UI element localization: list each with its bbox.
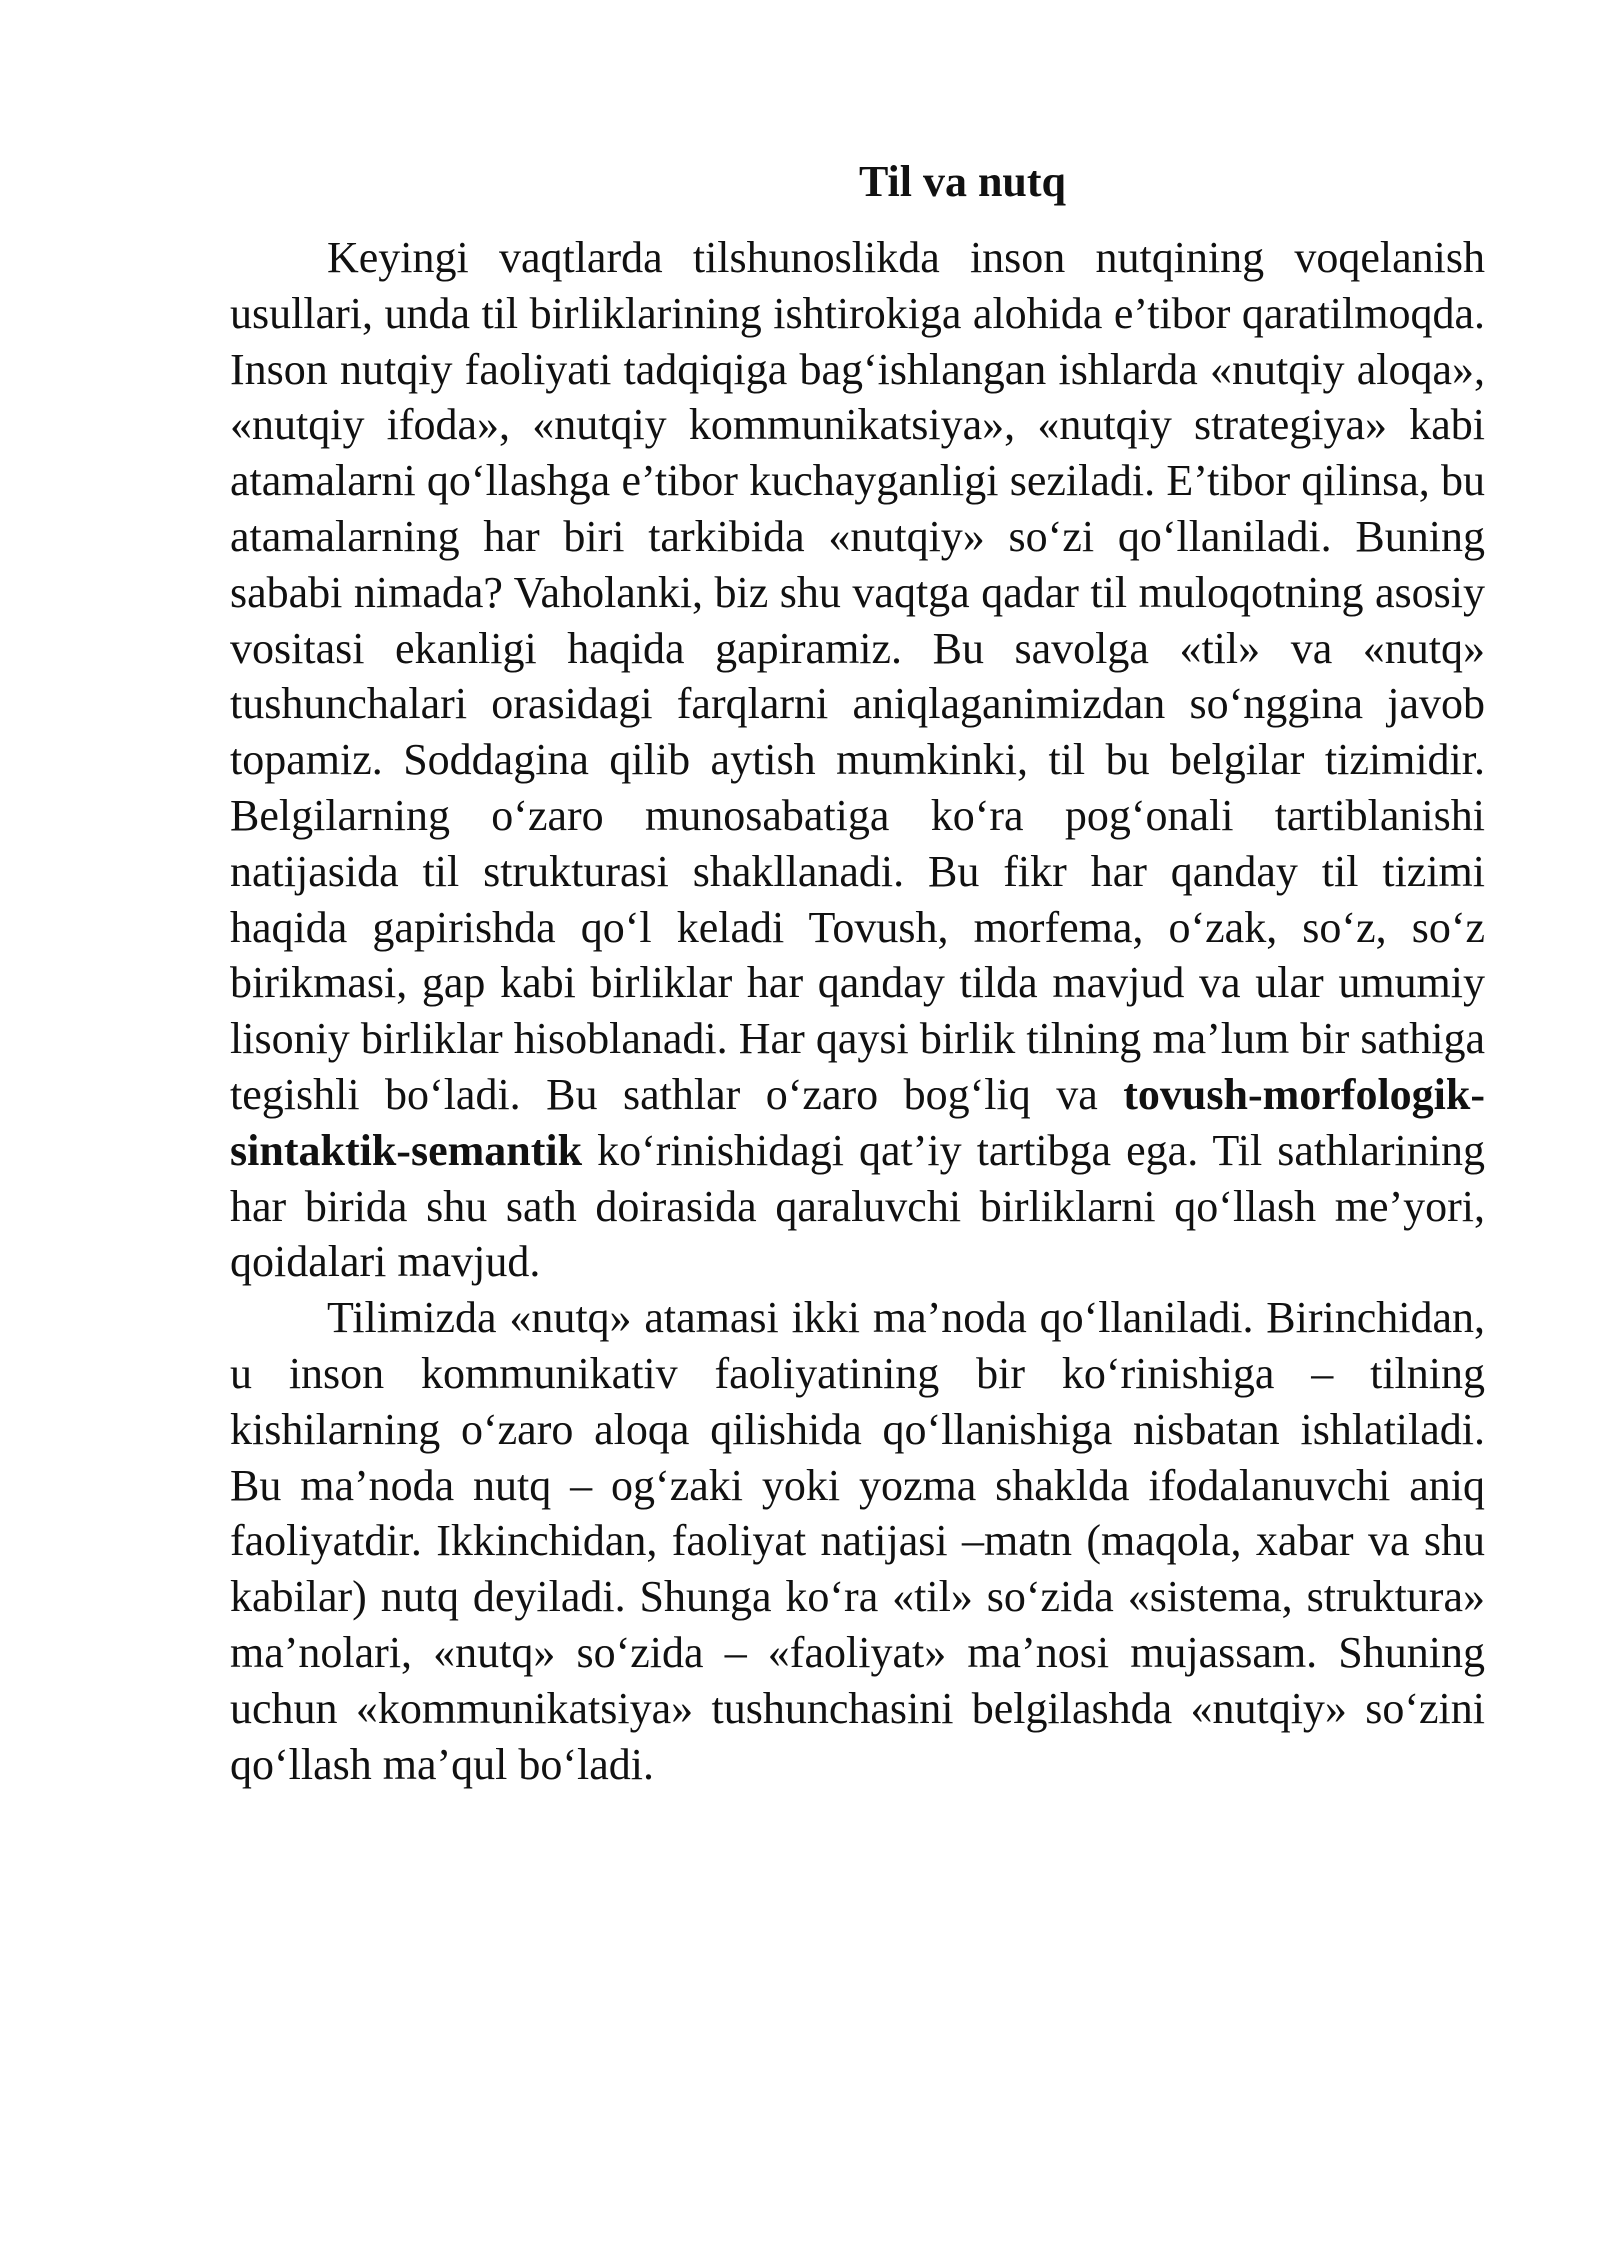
document-page [230, 150, 1485, 1792]
paragraph-1-text-end: ko‘rinishidagi qat’iy tartibga ega. Til sathlarining har birida shu sath doirasida qaraluvchi birliklarni qo‘llash me’yori, qoidalari mavjud. [230, 1125, 1485, 1287]
paragraph-1-bold-term: tovush-morfologik-sintaktik-semantik [230, 1069, 1486, 1175]
paragraph-1-text-start: Keyingi vaqtlarda tilshunoslikda inson nutqining voqelanish usullari, unda til birliklarining ishtirokiga alohida e’tibor qaratilmoqda. Inson nutqiy faoliyati tadqiqiga bag‘ishlangan ishlarda «nutqiy aloqa», «nutqiy ifoda», «nutqiy kommunikatsiya», «nutqiy strategiya» kabi atamalarni qo‘llashga e’tibor kuchayganligi seziladi. E’tibor qilinsa, bu atamalarning har biri tarkibida «nutqiy» so‘zi qo‘llaniladi. Buning sababi nimada? Vaholanki, biz shu vaqtga qadar til muloqotning asosiy vositasi ekanligi haqida gapiramiz. Bu savolga «til» va «nutq» tushunchalari orasidagi farqlarni aniqlaganimizdan so‘nggina javob topamiz. Soddagina qilib aytish mumkinki, til bu belgilar tizimidir. Belgilarning o‘zaro munosabatiga ko‘ra pog‘onali tartiblanishi natijasida til strukturasi shakllanadi. Bu fikr har qanday til tizimi haqida gapirishda qo‘l keladi Tovush, morfema, o‘zak, so‘z, so‘z birikmasi, gap kabi birliklar har qanday tilda mavjud va ular umumiy lisoniy birliklar hisoblanadi. Har qaysi birlik tilning ma’lum bir sathiga tegishli bo‘ladi. Bu sathlar o‘zaro bog‘liq va [230, 233, 1485, 1119]
paragraph-1 [230, 230, 1485, 1290]
paragraph-2: Tilimizda «nutq» atamasi ikki ma’noda qo‘llaniladi. Birinchidan, u inson kommunikativ faoliyatining bir ko‘rinishiga – tilning kishilarning o‘zaro aloqa qilishida qo‘llanishiga nisbatan ishlatiladi. Bu ma’noda nutq – og‘zaki yoki yozma shaklda ifodalanuvchi aniq faoliyatdir. Ikkinchidan, faoliyat natijasi –matn (maqola, xabar va shu kabilar) nutq deyiladi. Shunga ko‘ra «til» so‘zida «sistema, struktura» ma’nolari, «nutq» so‘zida – «faoliyat» ma’nosi mujassam. Shuning uchun «kommunikatsiya» tushunchasini belgilashda «nutqiy» so‘zini qo‘llash ma’qul bo‘ladi. [230, 1293, 1485, 1789]
page-title: Til va nutq [858, 157, 1067, 206]
